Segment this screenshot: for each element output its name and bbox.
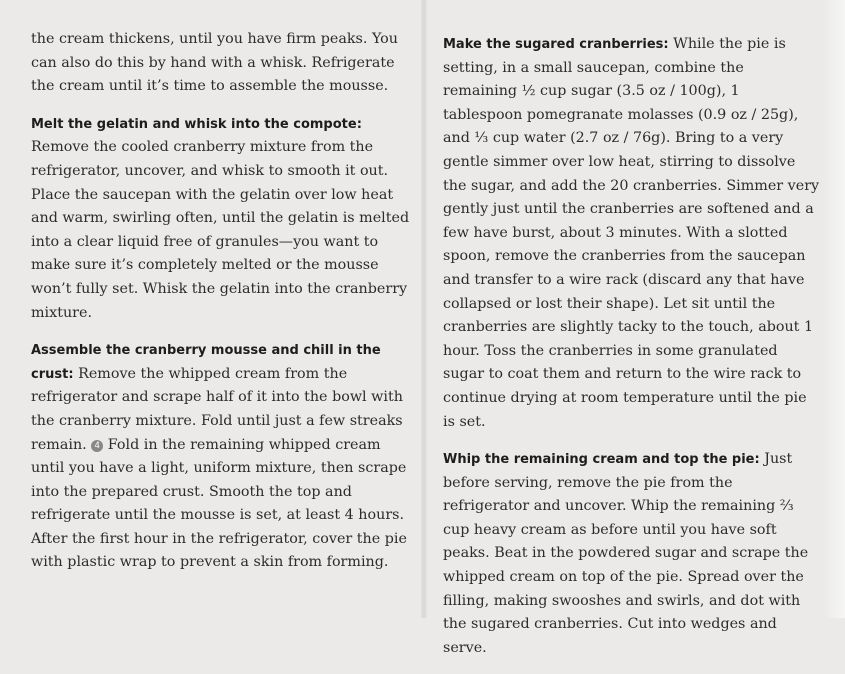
paragraph-text: While the pie is setting, in a small saucepan, combine the remaining ½ cup sugar (3.5 oz / 100g), 1 tablespoon pomegranate molasses (0.9 oz / 25g), and ⅓ cup water (2.7 oz / 76g). Bring to a very gentle simmer over low heat, stirring to dissolve the sugar, and add the 20 cranberries. Simmer very gently just until the cranberries are softened and a few have burst, about 3 minutes. With a slotted spoon, remove the cranberries from the saucepan and transfer to a wire rack (discard any that have collapsed or lost their shape). Let sit until the cranberries are slightly tacky to the touch, about 1 hour. Toss the cranberries in some granulated sugar to coat them and return to the wire rack to continue drying at room temperature until the pie is set. xyxy=(443,36,820,430)
paragraph-melt-gelatin xyxy=(31,113,416,325)
step-heading: Make the sugared cranberries: xyxy=(443,37,669,52)
paragraph-whip-cream xyxy=(443,448,821,660)
paragraph-assemble-mousse xyxy=(31,339,416,575)
left-column xyxy=(31,28,416,589)
paragraph-text: Fold in the remaining whipped cream until you have a light, uniform mixture, then scrape into the prepared crust. Smooth the top and refrigerate until the mousse is set, at least 4 hours. After the first hour in the refrigerator, cover the pie with plastic wrap to prevent a skin from forming. xyxy=(31,436,407,571)
paragraph-text: Remove the cooled cranberry mixture from the refrigerator, uncover, and whisk to smooth it out. Place the saucepan with the gelatin over low heat and warm, swirling often, until the gelatin is melted into a clear liquid free of granules—you want to make sure it’s completely melted or the mousse won’t fully set. Whisk the gelatin into the cranberry mixture. xyxy=(31,139,410,321)
step-heading: Assemble the cranberry mousse and chill in the crust: xyxy=(31,343,381,382)
photo-reference-marker: 4 xyxy=(91,440,103,452)
page-edge xyxy=(823,0,845,618)
paragraph-cream-peaks xyxy=(31,28,416,99)
step-heading: Whip the remaining cream and top the pie: xyxy=(443,452,760,468)
paragraph-text: Just before serving, remove the pie from the refrigerator and uncover. Whip the remaining ⅔ cup heavy cream as before until you have soft peaks. Beat in the powdered sugar and scrape the whipped cream on top of the pie. Spread over the filling, making swooshes and swirls, and dot with the sugared cranberries. Cut into wedges and serve. xyxy=(443,451,809,656)
paragraph-sugared-cranberries xyxy=(443,33,821,434)
step-heading: Melt the gelatin and whisk into the compote: xyxy=(31,116,362,132)
paragraph-text: the cream thickens, until you have firm peaks. You can also do this by hand with a whisk. Refrigerate the cream until it’s time to assemble the mousse. xyxy=(31,31,398,95)
paragraph-text: Remove the whipped cream from the refrigerator and scrape half of it into the bowl with the cranberry mixture. Fold until just a few streaks remain. xyxy=(31,365,403,453)
right-column xyxy=(443,33,821,674)
page-gutter xyxy=(421,0,427,618)
